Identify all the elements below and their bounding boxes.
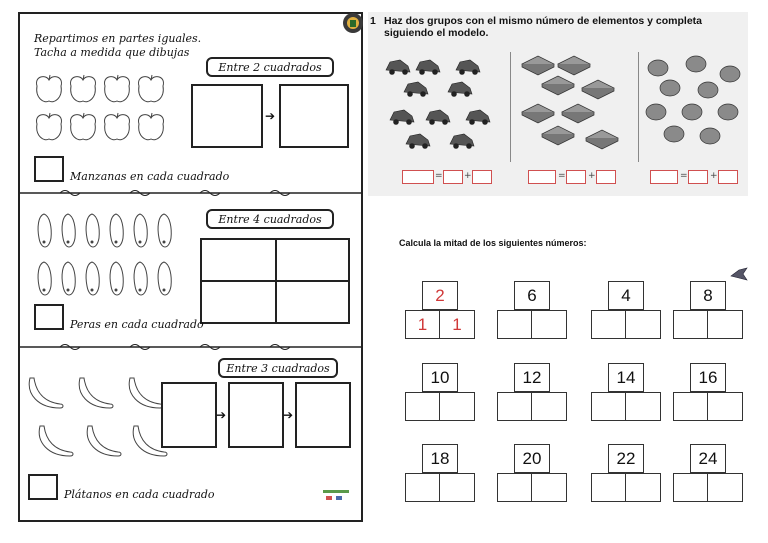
number-box: 8: [690, 281, 726, 310]
half-answer-right[interactable]: [708, 310, 743, 339]
answer-box[interactable]: [472, 170, 492, 184]
answer-box[interactable]: [402, 170, 434, 184]
banana-group: [24, 374, 174, 470]
plus-sign-icon: +: [710, 171, 718, 181]
answer-box-platanos[interactable]: [28, 474, 58, 500]
half-answer-right[interactable]: [440, 392, 475, 421]
half-answer-left[interactable]: [591, 310, 626, 339]
number-box: 14: [608, 363, 644, 392]
number-box: 10: [422, 363, 458, 392]
apple-group: [32, 74, 182, 152]
number-box: 22: [608, 444, 644, 473]
arrow-right-icon: ➔: [216, 408, 227, 422]
half-answer-right[interactable]: [532, 392, 567, 421]
half-answer-left[interactable]: [497, 310, 532, 339]
half-answer-left[interactable]: [405, 473, 440, 502]
number-box: 12: [514, 363, 550, 392]
caption-peras: Peras en cada cuadrado: [70, 318, 204, 331]
answer-box[interactable]: [528, 170, 556, 184]
half-card: [673, 363, 743, 421]
halves-title: Calcula la mitad de los siguientes números:: [399, 238, 587, 248]
half-answer-right[interactable]: [626, 473, 661, 502]
decorative-divider: [20, 188, 361, 198]
answer-box[interactable]: [596, 170, 616, 184]
half-card: [405, 281, 475, 339]
number-box: 4: [608, 281, 644, 310]
exercise-number: 1: [370, 15, 376, 27]
pill-entre-2: Entre 2 cuadrados: [206, 57, 334, 77]
share-box-3a: [161, 382, 217, 448]
half-answer-left[interactable]: [497, 392, 532, 421]
answer-box[interactable]: [443, 170, 463, 184]
share-box-2a: [191, 84, 263, 148]
half-answer-right[interactable]: [708, 392, 743, 421]
half-card: [591, 281, 661, 339]
half-answer-left[interactable]: [591, 473, 626, 502]
half-answer-left[interactable]: [673, 392, 708, 421]
number-box: 20: [514, 444, 550, 473]
exercise-title: Haz dos grupos con el mismo número de elementos y completa siguiendo el modelo.: [384, 15, 702, 39]
pear-group: [34, 210, 184, 308]
answer-box[interactable]: [566, 170, 586, 184]
share-grid-4: [200, 238, 350, 324]
half-card: [591, 363, 661, 421]
half-card: [405, 444, 475, 502]
half-card: [497, 281, 567, 339]
equals-sign-icon: =: [558, 171, 566, 181]
half-answer-left[interactable]: [497, 473, 532, 502]
plus-sign-icon: +: [588, 171, 596, 181]
caption-platanos: Plátanos en cada cuadrado: [64, 488, 215, 501]
answer-box[interactable]: [688, 170, 708, 184]
half-card: [405, 363, 475, 421]
share-box-2b: [279, 84, 349, 148]
half-answer-right[interactable]: [532, 310, 567, 339]
half-answer-right[interactable]: 1: [440, 310, 475, 339]
number-box: 16: [690, 363, 726, 392]
half-answer-left[interactable]: [673, 473, 708, 502]
half-answer-left[interactable]: [591, 392, 626, 421]
pill-entre-3: Entre 3 cuadrados: [218, 358, 338, 378]
half-answer-right[interactable]: [626, 392, 661, 421]
number-box: 24: [690, 444, 726, 473]
answer-box[interactable]: [650, 170, 678, 184]
books-group: [518, 54, 638, 160]
caption-manzanas: Manzanas en cada cuadrado: [70, 170, 230, 183]
equals-sign-icon: =: [435, 171, 443, 181]
equals-sign-icon: =: [680, 171, 688, 181]
half-card: [497, 363, 567, 421]
arrow-right-icon: ➔: [265, 109, 276, 123]
half-answer-left[interactable]: [405, 392, 440, 421]
half-answer-right[interactable]: [440, 473, 475, 502]
number-box: 6: [514, 281, 550, 310]
answer-box[interactable]: [718, 170, 738, 184]
cars-group: [384, 56, 504, 158]
half-card: [497, 444, 567, 502]
half-card: [673, 444, 743, 502]
group-divider: [638, 52, 639, 162]
instructions: Repartimos en partes iguales. Tacha a medida que dibujas: [34, 32, 202, 59]
half-answer-left[interactable]: 1: [405, 310, 440, 339]
group-divider: [510, 52, 511, 162]
number-box: 2: [422, 281, 458, 310]
half-answer-right[interactable]: [532, 473, 567, 502]
grouping-exercise: [368, 12, 748, 196]
share-box-3b: [228, 382, 284, 448]
answer-box-manzanas[interactable]: [34, 156, 64, 182]
half-answer-right[interactable]: [626, 310, 661, 339]
share-box-3c: [295, 382, 351, 448]
plus-sign-icon: +: [464, 171, 472, 181]
balls-group: [644, 54, 744, 160]
half-card: [591, 444, 661, 502]
number-box: 18: [422, 444, 458, 473]
small-logo-icon: [322, 488, 350, 502]
answer-box-peras[interactable]: [34, 304, 64, 330]
arrow-right-icon: ➔: [283, 408, 294, 422]
logo-badge-icon: [342, 12, 364, 34]
half-answer-left[interactable]: [673, 310, 708, 339]
decorative-divider: [20, 342, 361, 352]
half-card: [673, 281, 743, 339]
left-worksheet: [18, 12, 363, 522]
pill-entre-4: Entre 4 cuadrados: [206, 209, 334, 229]
half-answer-right[interactable]: [708, 473, 743, 502]
